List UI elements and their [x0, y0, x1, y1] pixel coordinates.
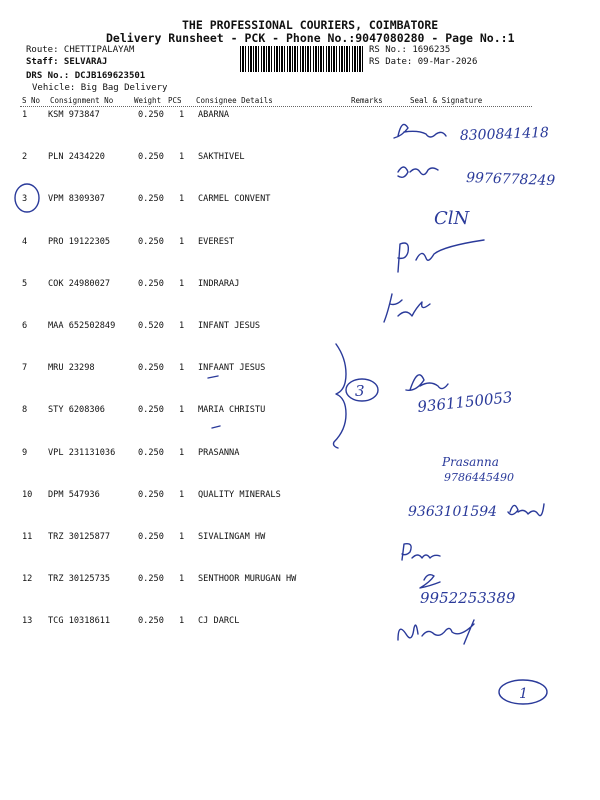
hand-name-prasanna: Prasanna: [442, 455, 499, 469]
rs-date: RS Date: 09-Mar-2026: [369, 57, 478, 67]
row-sno: 11: [22, 532, 33, 542]
row-sno: 12: [22, 574, 33, 585]
runsheet-subtitle: Delivery Runsheet - PCK - Phone No.:9047080280 - Page No.:1: [106, 31, 515, 45]
table-row: [0, 152, 600, 168]
row-pcs: 1: [179, 152, 185, 163]
table-row: [0, 194, 600, 210]
row-sno: 5: [22, 278, 28, 289]
hand-page-count: 1: [519, 686, 528, 702]
col-seal-signature: Seal & Signature: [410, 96, 483, 105]
row-weight: 0.250: [138, 447, 164, 458]
row-consignee: SAKTHIVEL: [198, 152, 245, 163]
signature-1: [394, 124, 446, 138]
table-row: [0, 237, 600, 253]
row-sno: 2: [22, 152, 28, 163]
count-circle: [346, 379, 378, 401]
col-consignee: Consignee Details: [196, 96, 273, 105]
table-row: [0, 574, 600, 590]
table-row: [0, 279, 600, 295]
row-consignment: VPL 231131036: [48, 447, 116, 458]
row-pcs: 1: [179, 363, 185, 374]
vehicle-label: Vehicle: Big Bag Delivery: [32, 83, 168, 93]
row-weight: 0.250: [138, 616, 164, 627]
row-weight: 0.250: [138, 236, 164, 247]
row-consignee: CARMEL CONVENT: [198, 194, 271, 205]
table-row: [0, 321, 600, 337]
row-pcs: 1: [179, 616, 185, 627]
drs-number: DRS No.: DCJB169623501: [26, 71, 146, 81]
table-row: [0, 616, 600, 632]
row-weight: 0.250: [138, 574, 164, 585]
row-pcs: 1: [179, 447, 185, 458]
row-8-tick: [212, 426, 220, 428]
hand-cln: ClN: [434, 208, 470, 229]
row-sno: 7: [22, 363, 28, 374]
row-consignment: STY 6208306: [48, 405, 105, 416]
row-pcs: 1: [179, 574, 185, 585]
staff-label: Staff: SELVARAJ: [26, 57, 108, 67]
row-weight: 0.250: [138, 194, 164, 205]
row-weight: 0.250: [138, 363, 164, 374]
col-remarks: Remarks: [351, 96, 383, 105]
row-pcs: 1: [179, 321, 185, 331]
signature-2: [398, 167, 438, 177]
row-consignment: TRZ 30125735: [48, 574, 111, 585]
hand-phone-6: 9952253389: [420, 589, 516, 607]
row-sno: 4: [22, 236, 28, 247]
row-consignee: SENTHOOR MURUGAN HW: [198, 574, 297, 585]
row-consignment: TRZ 30125877: [48, 532, 111, 542]
row-consignment: KSM 973847: [48, 110, 100, 120]
signature-5: [384, 294, 430, 322]
hand-phone-2: 9976778249: [465, 170, 556, 190]
row-consignee: CJ DARCL: [198, 616, 240, 627]
table-row: [0, 110, 600, 126]
barcode: [240, 46, 364, 72]
row-consignment: TCG 10318611: [48, 616, 111, 627]
row-sno: 3: [22, 194, 28, 205]
row-consignee: INFANT JESUS: [198, 321, 261, 331]
table-row: [0, 448, 600, 464]
row-consignment: VPM 8309307: [48, 194, 105, 205]
row-sno: 13: [22, 616, 33, 627]
hand-phone-4: 9786445490: [444, 471, 514, 484]
col-pcs: PCS: [168, 96, 182, 105]
table-row: [0, 532, 600, 548]
row-sno: 9: [22, 447, 28, 458]
row-consignment: COK 24980027: [48, 278, 111, 289]
route-label: Route: CHETTIPALAYAM: [26, 45, 135, 55]
col-sno: S No: [22, 96, 41, 105]
row-pcs: 1: [179, 532, 185, 542]
row-consignee: QUALITY MINERALS: [198, 489, 281, 500]
row-consignment: PLN 2434220: [48, 152, 105, 163]
col-consignment: Consignment No: [50, 96, 114, 105]
row-pcs: 1: [179, 278, 185, 289]
row-weight: 0.250: [138, 405, 164, 416]
row-pcs: 1: [179, 236, 185, 247]
row-weight: 0.250: [138, 110, 164, 120]
row-weight: 0.520: [138, 321, 164, 331]
table-row: [0, 405, 600, 421]
table-row: [0, 490, 600, 506]
hand-phone-1: 8300841418: [459, 124, 550, 144]
table-row: [0, 363, 600, 379]
company-title: THE PROFESSIONAL COURIERS, COIMBATORE: [182, 18, 439, 32]
row-consignee: INFAANT JESUS: [198, 363, 266, 374]
row-sno: 8: [22, 405, 28, 416]
row-consignee: ABARNA: [198, 110, 230, 120]
row-consignee: SIVALINGAM HW: [198, 532, 266, 542]
row-weight: 0.250: [138, 278, 164, 289]
row-pcs: 1: [179, 110, 185, 120]
row-weight: 0.250: [138, 532, 164, 542]
col-weight: Weight: [134, 96, 162, 105]
header-divider: [20, 106, 532, 107]
row-sno: 10: [22, 489, 33, 500]
row-pcs: 1: [179, 489, 185, 500]
row-weight: 0.250: [138, 489, 164, 500]
hand-phone-5: 9363101594: [408, 504, 498, 520]
row-consignment: PRO 19122305: [48, 236, 111, 247]
row-consignee: EVEREST: [198, 236, 235, 247]
row-weight: 0.250: [138, 152, 164, 163]
row-pcs: 1: [179, 405, 185, 416]
rs-number: RS No.: 1696235: [369, 45, 451, 55]
row-consignee: INDRARAJ: [198, 278, 240, 289]
row-sno: 1: [22, 110, 28, 120]
row-pcs: 1: [179, 194, 185, 205]
row-consignment: MRU 23298: [48, 363, 95, 374]
row-consignee: PRASANNA: [198, 447, 240, 458]
bracket-rows-6-8: [334, 344, 347, 448]
hand-bracket-count: 3: [355, 382, 365, 400]
row-sno: 6: [22, 321, 28, 331]
row-consignment: DPM 547936: [48, 489, 100, 500]
row-consignment: MAA 652502849: [48, 321, 116, 331]
page-count-circle: [499, 680, 547, 704]
hand-phone-3: 9361150053: [416, 388, 514, 416]
row-consignee: MARIA CHRISTU: [198, 405, 266, 416]
